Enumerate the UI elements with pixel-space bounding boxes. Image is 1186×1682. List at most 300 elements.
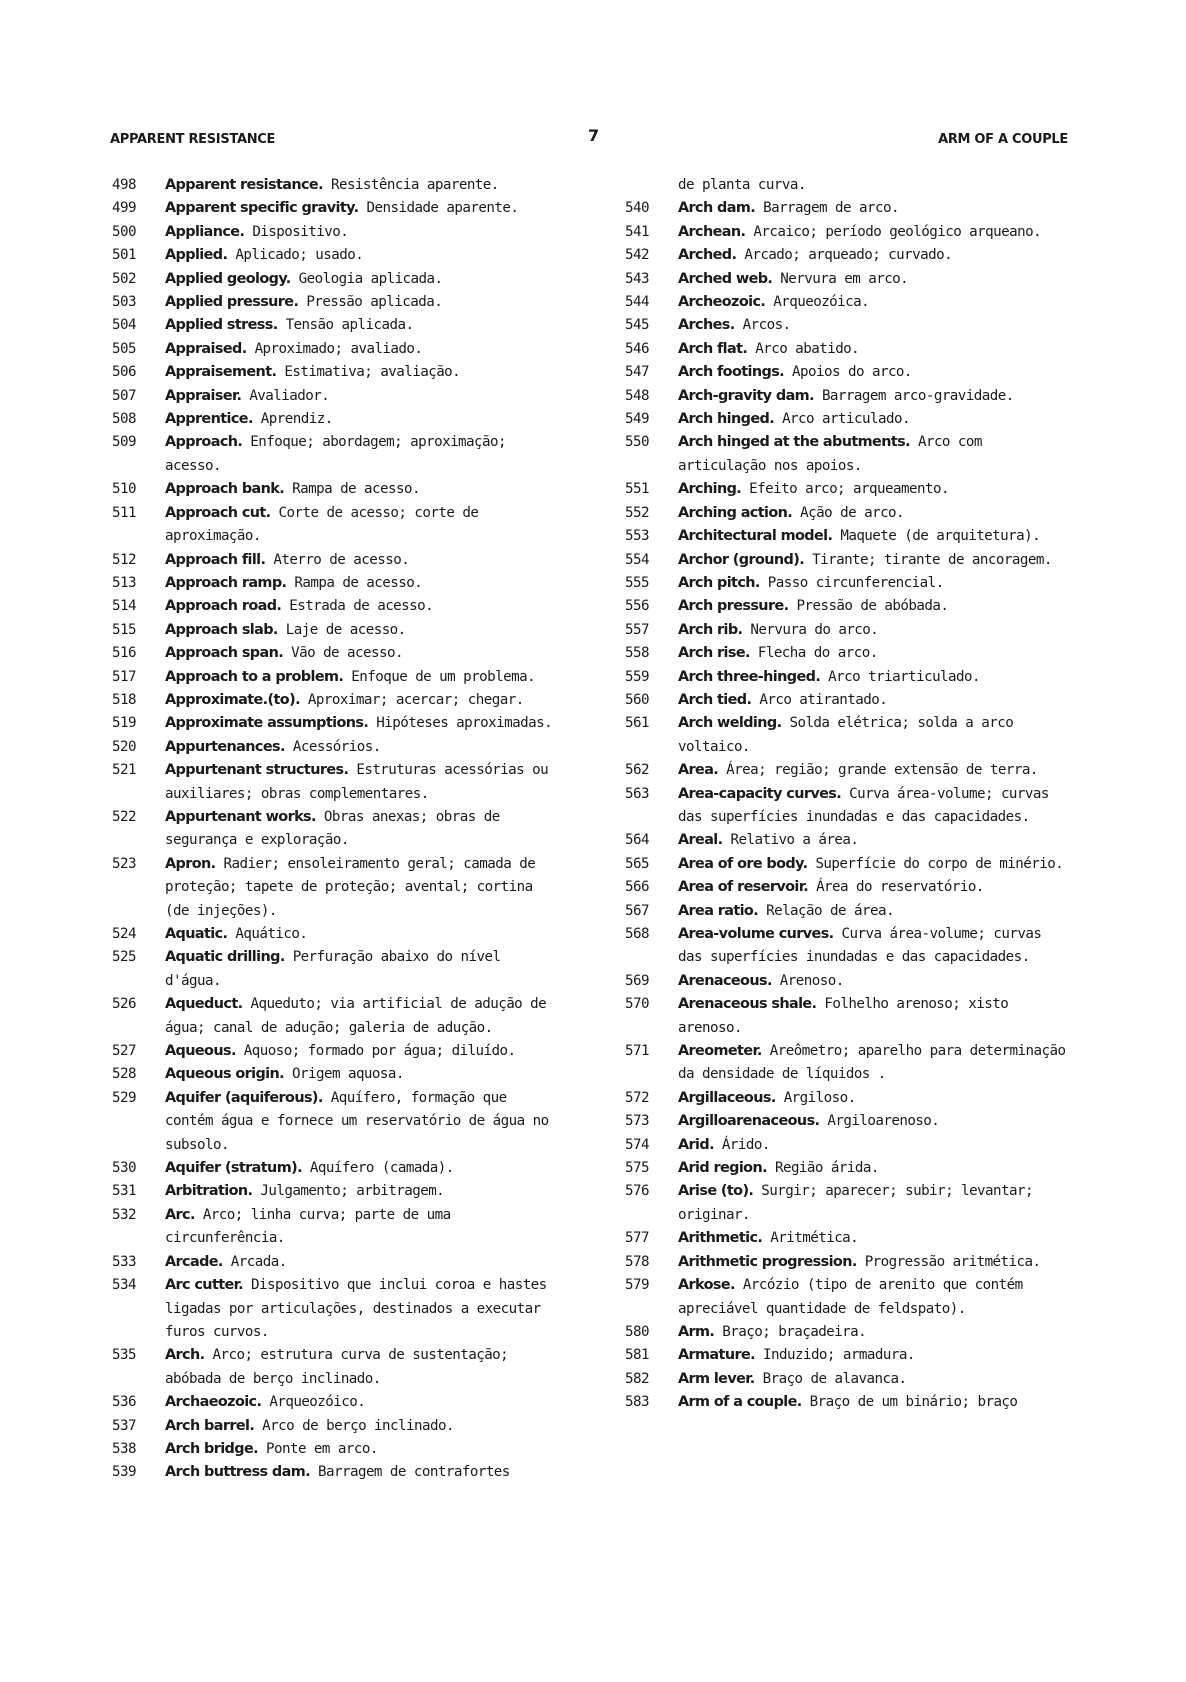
- entry-term: Approach slab.: [165, 621, 278, 638]
- entry-term: Arch pressure.: [678, 598, 789, 615]
- entry-definition: Arenoso.: [771, 972, 844, 989]
- entry-number: 557: [625, 621, 649, 638]
- entry-definition: Aproximado; avaliado.: [246, 340, 423, 357]
- entry-number: 580: [625, 1323, 649, 1340]
- entry-number: 535: [112, 1347, 136, 1364]
- entry-text: [165, 221, 562, 244]
- entry-number: 554: [625, 551, 649, 568]
- glossary-entry: [625, 1274, 1070, 1321]
- glossary-entry: [112, 1391, 562, 1414]
- entry-term: Arch welding.: [678, 715, 782, 732]
- entry-number: 544: [625, 294, 649, 311]
- glossary-entry: [625, 431, 1070, 478]
- entry-definition: Arco; estrutura curva de sustentação; abóbada de berço inclinado.: [165, 1347, 509, 1387]
- entry-text: [678, 502, 1070, 525]
- entry-number: 569: [625, 972, 649, 989]
- entry-definition: Radier; ensoleiramento geral; camada de proteção; tapete de proteção; avental; cortina (de injeções).: [165, 855, 536, 919]
- glossary-entry: [625, 408, 1070, 431]
- entry-number: 561: [625, 715, 649, 732]
- entry-definition: Barragem arco-gravidade.: [813, 387, 1014, 404]
- entry-term: Approach.: [165, 434, 243, 451]
- entry-text: [678, 993, 1070, 1040]
- entry-term: Appliance.: [165, 223, 245, 240]
- entry-term: Arid region.: [678, 1160, 767, 1177]
- entry-definition: Aplicado; usado.: [227, 247, 364, 264]
- entry-definition: Folhelho arenoso; xisto arenoso.: [678, 996, 1009, 1036]
- entry-term: Aquatic drilling.: [165, 949, 285, 966]
- glossary-entry: [112, 689, 562, 712]
- entry-number: 571: [625, 1043, 649, 1060]
- entry-number: 512: [112, 551, 136, 568]
- entry-number: 537: [112, 1417, 136, 1434]
- entry-term: Areal.: [678, 832, 723, 849]
- entry-definition: Nervura do arco.: [742, 621, 879, 638]
- entry-text: [678, 338, 1070, 361]
- entry-definition: Arco com articulação nos apoios.: [678, 434, 982, 474]
- entry-definition: Área do reservatório.: [808, 879, 984, 896]
- entry-definition: Aquático.: [227, 926, 308, 942]
- entry-definition: Aquífero, formação que contém água e fornece um reservatório de água no subsolo.: [165, 1089, 549, 1153]
- entry-number: 559: [625, 668, 649, 685]
- entry-definition: Pressão de abóbada.: [788, 598, 949, 615]
- entry-term: Arm lever.: [678, 1370, 755, 1387]
- entry-term: Applied pressure.: [165, 294, 299, 311]
- glossary-entry: [625, 1110, 1070, 1133]
- entry-number: 540: [625, 200, 649, 217]
- entry-number: 513: [112, 574, 136, 591]
- entry-term: Aqueous.: [165, 1043, 236, 1060]
- entry-definition: Área; região; grande extensão de terra.: [718, 762, 1038, 779]
- entry-term: Arch hinged.: [678, 411, 775, 428]
- entry-term: Arch rise.: [678, 645, 750, 662]
- entry-text: [678, 642, 1070, 665]
- entry-number: 520: [112, 738, 136, 755]
- entry-number: 583: [625, 1394, 649, 1411]
- entry-definition: Arcaico; período geológico arqueano.: [745, 223, 1042, 240]
- entry-text: [165, 478, 562, 501]
- entry-text: [678, 221, 1070, 244]
- glossary-entry: [112, 361, 562, 384]
- entry-number: 518: [112, 691, 136, 708]
- entry-definition: Aquífero (camada).: [301, 1160, 454, 1177]
- entry-term: Aqueduct.: [165, 996, 243, 1013]
- glossary-entry: [625, 876, 1070, 899]
- entry-number: 542: [625, 247, 649, 264]
- glossary-entry: [625, 502, 1070, 525]
- entry-number: 567: [625, 902, 649, 919]
- entry-term: Applied geology.: [165, 270, 291, 287]
- entry-term: Area of reservoir.: [678, 879, 809, 896]
- entry-number: 552: [625, 504, 649, 521]
- glossary-entry: [625, 993, 1070, 1040]
- entry-number: 575: [625, 1160, 649, 1177]
- entry-text: [678, 876, 1070, 899]
- entry-definition: Apoios do arco.: [784, 364, 912, 381]
- entry-definition: Obras anexas; obras de segurança e exploração.: [165, 808, 500, 849]
- glossary-entry: [112, 712, 562, 735]
- glossary-entry: [112, 572, 562, 595]
- glossary-entry: [112, 408, 562, 431]
- entry-term: Archor (ground).: [678, 551, 805, 568]
- entry-definition: Solda elétrica; solda a arco voltaico.: [678, 715, 1014, 755]
- entry-term: Apron.: [165, 855, 216, 872]
- entry-text: [678, 1344, 1070, 1367]
- entry-number: 499: [112, 200, 136, 217]
- running-head-left: APPARENT RESISTANCE: [110, 132, 276, 147]
- entry-number: 506: [112, 364, 136, 381]
- entry-number: 524: [112, 926, 136, 942]
- glossary-entry: [625, 1227, 1070, 1250]
- entry-definition: Flecha do arco.: [749, 645, 878, 662]
- entry-number: 546: [625, 340, 649, 357]
- entry-number: 550: [625, 434, 649, 451]
- entry-text: [165, 244, 562, 267]
- glossary-entry: [112, 502, 562, 549]
- entry-definition: Região árida.: [766, 1160, 879, 1177]
- entry-term: Arch bridge.: [165, 1440, 258, 1457]
- entry-number: 498: [112, 177, 136, 193]
- entry-definition: Progressão aritmética.: [856, 1253, 1041, 1270]
- entry-text: [165, 946, 562, 993]
- glossary-entry: [112, 1087, 562, 1157]
- glossary-entry: [625, 923, 1070, 970]
- entry-term: Arch footings.: [678, 364, 785, 381]
- entry-text: [165, 314, 562, 337]
- entry-term: Archaeozoic.: [165, 1394, 262, 1411]
- entry-text: [678, 431, 1070, 478]
- entry-term: Arch three-hinged.: [678, 668, 821, 685]
- entry-text: [165, 174, 562, 197]
- entry-term: Approach fill.: [165, 551, 266, 568]
- entry-definition: Braço; braçadeira.: [714, 1323, 867, 1340]
- glossary-entry: [625, 900, 1070, 923]
- entry-number: 563: [625, 785, 649, 802]
- entry-number: 538: [112, 1440, 136, 1457]
- entry-text: [678, 970, 1070, 993]
- entry-definition: Aquoso; formado por água; diluído.: [235, 1043, 516, 1060]
- entry-number: 578: [625, 1253, 649, 1270]
- entry-definition: Aprendiz.: [252, 411, 333, 428]
- entry-text: [678, 1040, 1070, 1087]
- entry-number: 522: [112, 808, 136, 825]
- glossary-entry: [112, 642, 562, 665]
- entry-definition: Maquete (de arquitetura).: [832, 528, 1041, 545]
- entry-text: [678, 385, 1070, 408]
- glossary-entry: [112, 1415, 562, 1438]
- entry-term: Area ratio.: [678, 902, 759, 919]
- entry-term: Architectural model.: [678, 528, 833, 545]
- entry-definition: Estimativa; avaliação.: [276, 364, 461, 381]
- entry-text: [165, 1040, 562, 1063]
- entry-text: [678, 478, 1070, 501]
- entry-definition: Passo circunferencial.: [759, 574, 944, 591]
- entry-text: [678, 525, 1070, 548]
- entry-definition: Estrada de acesso.: [281, 598, 434, 615]
- glossary-entry: [112, 853, 562, 923]
- entry-number: 551: [625, 481, 649, 498]
- entry-definition: Geologia aplicada.: [290, 270, 443, 287]
- glossary-entry: [112, 759, 562, 806]
- glossary-entry: [112, 619, 562, 642]
- entry-definition: Vão de acesso.: [283, 645, 403, 662]
- entry-number: 527: [112, 1043, 136, 1060]
- entry-text: [678, 666, 1070, 689]
- glossary-entry: [625, 1368, 1070, 1391]
- glossary-entry: [112, 1204, 562, 1251]
- entry-number: 531: [112, 1183, 136, 1200]
- entry-term: Area-volume curves.: [678, 926, 834, 942]
- glossary-entry: [112, 1157, 562, 1180]
- entry-term: Appraised.: [165, 340, 247, 357]
- entry-text: [678, 1321, 1070, 1344]
- entry-text: [165, 712, 562, 735]
- entry-definition: Arcada.: [222, 1253, 287, 1270]
- glossary-entry: [112, 1438, 562, 1461]
- glossary-entry: [625, 525, 1070, 548]
- entry-definition: Barragem de arco.: [755, 200, 899, 217]
- entry-term: Arm of a couple.: [678, 1394, 802, 1411]
- entry-number: 579: [625, 1277, 649, 1294]
- entry-number: 558: [625, 645, 649, 662]
- glossary-entry: [112, 291, 562, 314]
- entry-definition: Ação de arco.: [792, 504, 905, 521]
- entry-term: Apparent specific gravity.: [165, 200, 359, 217]
- entry-term: Arch buttress dam.: [165, 1464, 310, 1481]
- entry-text: [678, 595, 1070, 618]
- glossary-entry: [625, 1087, 1070, 1110]
- entry-text: [678, 1391, 1070, 1414]
- running-head-right: ARM OF A COUPLE: [938, 132, 1068, 147]
- entry-term: Area.: [678, 762, 719, 779]
- glossary-entry: [112, 478, 562, 501]
- entry-term: Aquifer (aquiferous).: [165, 1089, 323, 1106]
- glossary-entry: [625, 783, 1070, 830]
- entry-term: Arbitration.: [165, 1183, 253, 1200]
- entry-text: [165, 689, 562, 712]
- entry-term: Arid.: [678, 1136, 714, 1153]
- entry-term: Aquatic.: [165, 926, 228, 942]
- entry-term: Arc.: [165, 1206, 195, 1223]
- entry-term: Approach cut.: [165, 504, 271, 521]
- entry-definition: Aritmética.: [762, 1230, 859, 1247]
- entry-definition: Tensão aplicada.: [277, 317, 414, 334]
- entry-term: Apprentice.: [165, 411, 253, 428]
- entry-term: Approach span.: [165, 645, 284, 662]
- entry-term: Arise (to).: [678, 1183, 754, 1200]
- entry-text: [165, 1180, 562, 1203]
- entry-definition: Curva área-volume; curvas das superfícies inundadas e das capacidades.: [678, 785, 1049, 825]
- entry-term: Armature.: [678, 1347, 755, 1364]
- glossary-entry: [625, 1134, 1070, 1157]
- entry-text: [678, 1087, 1070, 1110]
- entry-text: [165, 1063, 562, 1086]
- entry-term: Apparent resistance.: [165, 177, 323, 193]
- entry-definition: Arco articulado.: [774, 411, 910, 428]
- entry-definition: Aqueduto; via artificial de adução de água; canal de adução; galeria de adução.: [165, 996, 547, 1036]
- glossary-entry: [112, 221, 562, 244]
- entry-term: Aquifer (stratum).: [165, 1160, 302, 1177]
- entry-number: 568: [625, 926, 649, 942]
- entry-text: [678, 361, 1070, 384]
- entry-definition: Enfoque de um problema.: [343, 668, 536, 685]
- glossary-entry: [112, 993, 562, 1040]
- glossary-entry: [625, 1321, 1070, 1344]
- page-header: [110, 126, 1068, 152]
- entry-definition: Curva área-volume; curvas das superfícies inundadas e das capacidades.: [678, 926, 1042, 966]
- entry-definition: Arco de berço inclinado.: [254, 1417, 454, 1434]
- entry-number: 529: [112, 1089, 136, 1106]
- glossary-entry: [625, 1157, 1070, 1180]
- entry-number: 562: [625, 762, 649, 779]
- entry-number: 523: [112, 855, 136, 872]
- entry-text: [678, 291, 1070, 314]
- glossary-entry: [112, 197, 562, 220]
- entry-text: [165, 806, 562, 853]
- entry-term: Approach road.: [165, 598, 282, 615]
- entry-definition: Efeito arco; arqueamento.: [741, 481, 949, 498]
- entry-text: [678, 549, 1070, 572]
- glossary-entry: [112, 268, 562, 291]
- entry-definition: Avaliador.: [241, 387, 330, 404]
- glossary-entry: [625, 268, 1070, 291]
- entry-definition: Hipóteses aproximadas.: [368, 715, 553, 732]
- entry-term: Arching.: [678, 481, 742, 498]
- entry-number: 502: [112, 270, 136, 287]
- entry-term: Argillaceous.: [678, 1089, 776, 1106]
- entry-number: 560: [625, 691, 649, 708]
- entry-definition: Estruturas acessórias ou auxiliares; obras complementares.: [165, 762, 549, 802]
- entry-definition: Pressão aplicada.: [298, 294, 443, 311]
- entry-text: [678, 1368, 1070, 1391]
- entry-term: Arkose.: [678, 1277, 735, 1294]
- entry-number: 521: [112, 762, 136, 779]
- entry-number: 553: [625, 528, 649, 545]
- entry-number: 503: [112, 294, 136, 311]
- glossary-entry: [112, 1180, 562, 1203]
- entry-term: Arch dam.: [678, 200, 756, 217]
- entry-text: [678, 572, 1070, 595]
- entry-term: Arched.: [678, 247, 737, 264]
- glossary-entry: [625, 1040, 1070, 1087]
- glossary-entry: [112, 806, 562, 853]
- entry-definition: Arqueozóica.: [765, 294, 870, 311]
- entry-text: [165, 268, 562, 291]
- glossary-entry: [112, 1063, 562, 1086]
- entry-definition: Surgir; aparecer; subir; levantar; originar.: [678, 1183, 1034, 1223]
- entry-term: Archean.: [678, 223, 746, 240]
- glossary-entry: [625, 549, 1070, 572]
- glossary-entry: [625, 361, 1070, 384]
- entry-text: [165, 549, 562, 572]
- entry-text: [165, 993, 562, 1040]
- entry-text: [165, 1157, 562, 1180]
- entry-definition: Rampa de acesso.: [286, 574, 423, 591]
- entry-text: [678, 829, 1070, 852]
- entry-text: [165, 1251, 562, 1274]
- entry-number: 539: [112, 1464, 136, 1481]
- entry-number: 581: [625, 1347, 649, 1364]
- entry-term: Arches.: [678, 317, 735, 334]
- entry-number: 565: [625, 855, 649, 872]
- entry-text: [678, 923, 1070, 970]
- entry-number: 517: [112, 668, 136, 685]
- entry-term: Applied.: [165, 247, 228, 264]
- entry-number: 528: [112, 1066, 136, 1083]
- glossary-entry: [625, 689, 1070, 712]
- glossary-entry: [625, 970, 1070, 993]
- entry-definition: Argiloso.: [775, 1089, 856, 1106]
- entry-definition: Areômetro; aparelho para determinação da densidade de líquidos .: [678, 1043, 1066, 1083]
- entry-term: Arm.: [678, 1323, 715, 1340]
- entry-definition: Tirante; tirante de ancoragem.: [804, 551, 1052, 568]
- entry-text: [165, 1274, 562, 1344]
- entry-text: [165, 431, 562, 478]
- entry-definition: Acessórios.: [284, 738, 381, 755]
- entry-definition: Resistência aparente.: [322, 177, 499, 193]
- entry-term: Arch pitch.: [678, 574, 760, 591]
- glossary-entry: [625, 314, 1070, 337]
- glossary-entry: [112, 549, 562, 572]
- entry-text: [165, 595, 562, 618]
- glossary-entry: [625, 595, 1070, 618]
- entry-term: Areometer.: [678, 1043, 762, 1060]
- entry-definition: Arco; linha curva; parte de uma circunferência.: [165, 1206, 451, 1247]
- entry-text: [678, 689, 1070, 712]
- entry-number: 536: [112, 1394, 136, 1411]
- entry-term: Appraiser.: [165, 387, 242, 404]
- entry-number: 514: [112, 598, 136, 615]
- entry-term: Appurtenances.: [165, 738, 285, 755]
- entry-text: [165, 736, 562, 759]
- entry-number: 526: [112, 996, 136, 1013]
- glossary-entry: [625, 244, 1070, 267]
- right-column: [625, 174, 1070, 1415]
- entry-text: [165, 1438, 562, 1461]
- entry-term: Arched web.: [678, 270, 773, 287]
- entry-number: 516: [112, 645, 136, 662]
- glossary-entry: [112, 666, 562, 689]
- entry-definition: Relação de área.: [758, 902, 894, 919]
- entry-text: [165, 1204, 562, 1251]
- glossary-entry: [625, 712, 1070, 759]
- entry-term: Arch tied.: [678, 691, 752, 708]
- entry-number: 549: [625, 411, 649, 428]
- entry-term: Arch-gravity dam.: [678, 387, 814, 404]
- entry-text: [678, 1227, 1070, 1250]
- entry-number: 548: [625, 387, 649, 404]
- entry-text: [165, 759, 562, 806]
- glossary-entry: [625, 759, 1070, 782]
- entry-term: Arching action.: [678, 504, 793, 521]
- entry-number: 533: [112, 1253, 136, 1270]
- entry-text: [678, 314, 1070, 337]
- entry-text: [165, 666, 562, 689]
- entry-definition: Induzido; armadura.: [755, 1347, 915, 1364]
- entry-number: 564: [625, 832, 649, 849]
- entry-text: [165, 291, 562, 314]
- entry-number: 577: [625, 1230, 649, 1247]
- entry-definition: Dispositivo que inclui coroa e hastes ligadas por articulações, destinados a executar furos curvos.: [165, 1277, 547, 1340]
- entry-definition: Ponte em arco.: [257, 1440, 378, 1457]
- entry-number: 505: [112, 340, 136, 357]
- glossary-entry: [625, 221, 1070, 244]
- entry-number: 556: [625, 598, 649, 615]
- entry-text: [678, 1180, 1070, 1227]
- entry-number: 543: [625, 270, 649, 287]
- entry-definition: Aterro de acesso.: [265, 551, 410, 568]
- glossary-entry: [112, 174, 562, 197]
- glossary-entry: [625, 1391, 1070, 1414]
